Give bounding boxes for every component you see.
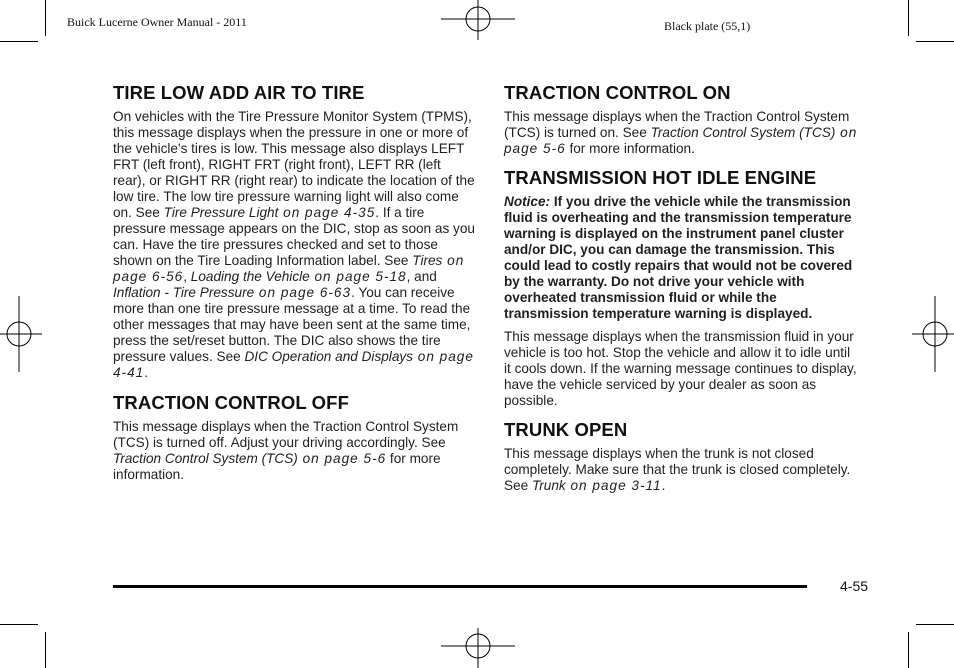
section-heading: TRUNK OPEN	[504, 419, 628, 440]
cross-reference-link[interactable]: Traction Control System (TCS)	[113, 451, 298, 466]
section-body: This message displays when the Traction Control System (TCS) is turned off. Adjust your driving accordingly. See Traction Control System (TCS) on page 5-6 for more information.	[113, 419, 459, 482]
section-body: On vehicles with the Tire Pressure Monitor System (TPMS), this message displays when the pressure in one or more of the vehicle's tires is low. This message also displays LEFT FRT (left front), RIGHT FRT (right front), LEFT RR (left rear), or RIGHT RR (right rear) to indicate the location of the low tire. The low tire pressure warning light will also come on. See Tire Pressure Light on page 4-35. If a tire pressure message appears on the DIC, stop as soon as you can. Have the tire pressures checked and set to those shown on the Tire Loading Information label. See Tires on page 6-56, Loading the Vehicle on page 5-18, and Inflation - Tire Pressure on page 6-63. You can receive more than one tire pressure message at a time. To read the other messages that may have been sent at the same time, press the set/reset button. The DIC also shows the tire pressure values. See DIC Operation and Displays on page 4-41.	[113, 109, 475, 380]
running-header-title: Buick Lucerne Owner Manual - 2011	[67, 15, 247, 29]
page-reference: on page 4-35	[278, 205, 376, 220]
registration-mark-bottom	[441, 628, 515, 668]
registration-mark-right	[912, 296, 954, 372]
section-traction-off	[113, 392, 475, 483]
cross-reference-link[interactable]: Inflation - Tire Pressure	[113, 285, 255, 300]
notice-text: If you drive the vehicle while the transmission fluid is overheating and the transmission temperature warning is displayed on the instrument panel cluster and/or DIC, you can damage the transmission. This could lead to costly repairs that would not be covered by the warranty. Do not drive your vehicle with overheated transmission fluid or while the transmission temperature warning is displayed.	[504, 194, 853, 321]
page-reference: on page 5-6	[297, 451, 387, 466]
section-heading: TRANSMISSION HOT IDLE ENGINE	[504, 167, 817, 188]
page-reference: on page 3-11	[565, 478, 662, 493]
page-reference: on page 5-18	[309, 269, 407, 284]
section-heading: TRACTION CONTROL ON	[504, 82, 731, 103]
page-reference: on page 6-63	[254, 285, 352, 300]
section-body: This message displays when the transmission fluid in your vehicle is too hot. Stop the vehicle and allow it to idle until it cools down. If the warning message continues to display, have the vehicle serviced by your dealer as soon as possible.	[504, 329, 857, 408]
section-body: This message displays when the Traction Control System (TCS) is turned on. See Traction Control System (TCS) on page 5-6 for more information.	[504, 109, 858, 156]
cross-reference-link[interactable]: Tire Pressure Light	[163, 205, 279, 220]
page-reference: on page 5-6	[504, 125, 858, 156]
section-body: This message displays when the trunk is not closed completely. Make sure that the trunk is closed completely. See Trunk on page 3-11.	[504, 446, 851, 493]
plate-label: Black plate (55,1)	[664, 19, 751, 33]
cross-reference-link[interactable]: Tires	[412, 253, 443, 268]
section-tire-low	[113, 82, 475, 381]
section-heading: TRACTION CONTROL OFF	[113, 392, 349, 413]
section-trunk-open	[504, 419, 860, 494]
section-heading: TIRE LOW ADD AIR TO TIRE	[113, 82, 365, 103]
footer-rule	[113, 585, 807, 588]
cross-reference-link[interactable]: DIC Operation and Displays	[244, 349, 413, 364]
registration-mark-left	[0, 296, 42, 372]
page-reference: on page 4-41	[113, 349, 474, 380]
registration-mark-top	[441, 0, 515, 40]
notice-paragraph	[504, 194, 860, 322]
notice-label: Notice:	[504, 194, 551, 209]
page-reference: on page 6-56	[113, 253, 465, 284]
section-transmission-hot	[504, 167, 860, 409]
cross-reference-link[interactable]: Loading the Vehicle	[190, 269, 310, 284]
cross-reference-link[interactable]: Trunk	[531, 478, 566, 493]
page-number: 4-55	[840, 578, 869, 594]
cross-reference-link[interactable]: Traction Control System (TCS)	[650, 125, 836, 140]
left-column	[113, 82, 475, 494]
section-traction-on	[504, 82, 860, 157]
right-column	[504, 82, 860, 504]
